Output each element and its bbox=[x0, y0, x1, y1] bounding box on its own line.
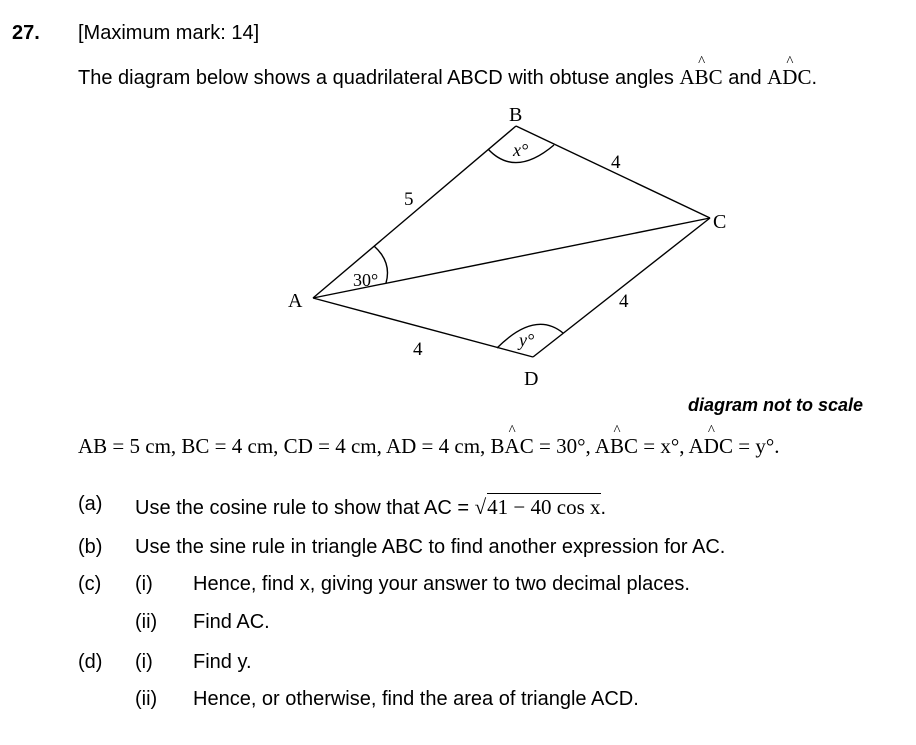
diagram-note: diagram not to scale bbox=[688, 395, 864, 415]
given-angle-bac: B^ AC = 30°, bbox=[491, 434, 591, 458]
side-ad bbox=[313, 298, 533, 357]
intro-end: . bbox=[811, 67, 818, 89]
intro-angle-abc: A^ BC bbox=[679, 65, 722, 89]
part-d-ii-text: Hence, or otherwise, find the area of triangle ACD. bbox=[193, 688, 639, 710]
part-c-label: (c) bbox=[78, 573, 102, 595]
angle-label-b: x° bbox=[513, 140, 529, 160]
side-label-bc: 4 bbox=[611, 152, 621, 173]
question-number: 27. bbox=[12, 22, 40, 44]
vertex-label-d: D bbox=[524, 368, 539, 390]
part-c-i-text: Hence, find x, giving your answer to two decimal places. bbox=[193, 573, 690, 595]
intro-prefix: The diagram below shows a quadrilateral ABCD with obtuse angles bbox=[78, 67, 680, 89]
part-d-i-label: (i) bbox=[135, 651, 153, 673]
vertex-label-b: B bbox=[509, 104, 523, 126]
vertex-label-a: A bbox=[288, 290, 303, 312]
given-angle-abc: A^ BC = x°, bbox=[595, 434, 685, 458]
part-a-radicand: 41 − 40 cos x bbox=[487, 495, 601, 519]
intro-angle-adc: A^ DC bbox=[767, 65, 811, 89]
part-c-ii-text: Find AC. bbox=[193, 611, 270, 633]
side-label-cd: 4 bbox=[619, 291, 629, 312]
part-a-text: Use the cosine rule to show that AC = √41 − 40 cos x. bbox=[135, 495, 607, 519]
vertex-label-c: C bbox=[713, 211, 727, 233]
given-angle-adc: A^ DC = y°. bbox=[689, 434, 780, 458]
angle-label-d: y° bbox=[519, 330, 535, 350]
side-label-ad: 4 bbox=[413, 339, 423, 360]
part-d-label: (d) bbox=[78, 651, 103, 673]
givens-sides: AB = 5 cm, BC = 4 cm, CD = 4 cm, AD = 4 cm, bbox=[78, 434, 486, 458]
part-c-ii-label: (ii) bbox=[135, 611, 158, 633]
side-cd bbox=[533, 218, 710, 357]
angle-label-a: 30° bbox=[353, 270, 379, 290]
intro-and: and bbox=[722, 67, 768, 89]
part-d-ii-label: (ii) bbox=[135, 688, 158, 710]
givens-line bbox=[78, 434, 779, 459]
part-b-label: (b) bbox=[78, 536, 103, 558]
part-d-i-text: Find y. bbox=[193, 651, 252, 673]
part-b-text: Use the sine rule in triangle ABC to find another expression for AC. bbox=[135, 536, 726, 558]
part-a-label: (a) bbox=[78, 493, 103, 515]
side-label-ab: 5 bbox=[404, 189, 414, 210]
max-mark: [Maximum mark: 14] bbox=[78, 22, 260, 44]
side-ab bbox=[313, 126, 516, 298]
part-c-i-label: (i) bbox=[135, 573, 153, 595]
